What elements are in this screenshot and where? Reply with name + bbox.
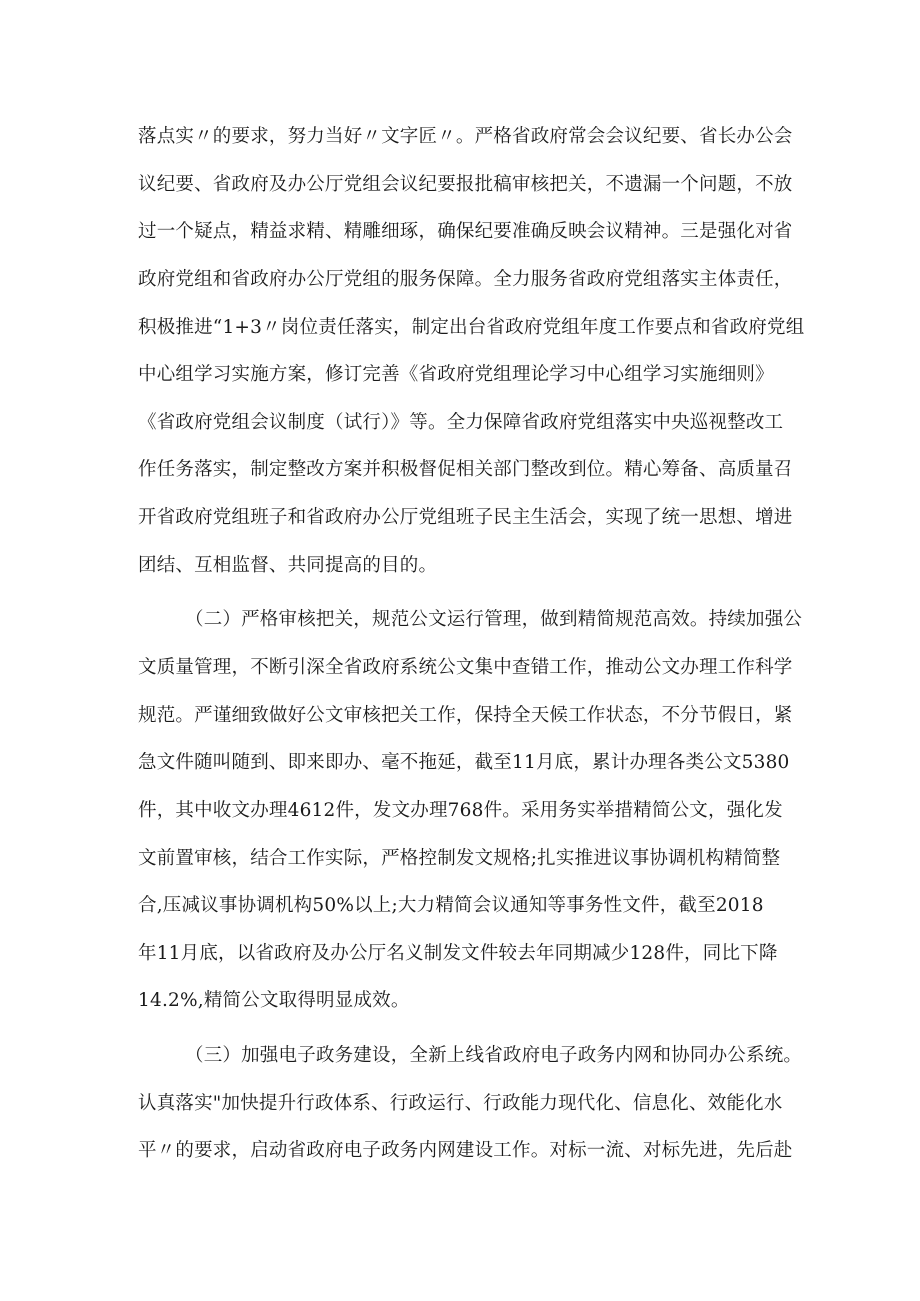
text-line: 件，其中收文办理4612件，发文办理768件。采用务实举措精简公文，强化发 [138,800,783,821]
text-line: （三）加强电子政务建设，全新上线省政府电子政务内网和协同办公系统。 [185,1045,803,1066]
text-line: 规范。严谨细致做好公文审核把关工作，保持全天候工作状态，不分节假日，紧 [138,705,793,726]
text-line: 14.2%,精简公文取得明显成效。 [138,990,410,1011]
text-line: 《省政府党组会议制度（试行）》等。全力保障省政府党组落实中央巡视整改工 [138,412,784,433]
text-line: 议纪要、省政府及办公厅党组会议纪要报批稿审核把关，不遗漏一个问题，不放 [138,174,793,195]
text-line: （二）严格审核把关，规范公文运行管理，做到精简规范高效。持续加强公 [185,609,803,630]
text-line: 文前置审核，结合工作实际，严格控制发文规格;扎实推进议事协调机构精简整 [138,848,781,869]
text-line: 认真落实"加快提升行政体系、行政运行、行政能力现代化、信息化、效能化水 [138,1093,783,1114]
text-line: 政府党组和省政府办公厅党组的服务保障。全力服务省政府党组落实主体责任， [138,269,793,290]
text-line: 合,压减议事协调机构50%以上;大力精简会议通知等事务性文件，截至2018 [138,895,764,916]
text-line: 团结、互相监督、共同提高的目的。 [138,555,438,576]
text-line: 落点实〃的要求，努力当好〃文字匠〃。严格省政府常会会议纪要、省长办公会 [138,126,793,147]
text-line: 开省政府党组班子和省政府办公厅党组班子民主生活会，实现了统一思想、增进 [138,507,793,528]
text-line: 急文件随叫随到、即来即办、毫不拖延，截至11月底，累计办理各类公文5380 [138,752,790,773]
text-line: 文质量管理，不断引深全省政府系统公文集中查错工作，推动公文办理工作科学 [138,657,793,678]
text-line: 中心组学习实施方案，修订完善《省政府党组理论学习中心组学习实施细则》 [138,364,774,385]
text-line: 作任务落实，制定整改方案并积极督促相关部门整改到位。精心筹备、高质量召 [138,459,793,480]
text-line: 过一个疑点，精益求精、精雕细琢，确保纪要准确反映会议精神。三是强化对省 [138,221,793,242]
text-line: 平〃的要求，启动省政府电子政务内网建设工作。对标一流、对标先进，先后赴 [138,1140,793,1161]
text-line: 年11月底，以省政府及办公厅名义制发文件较去年同期减少128件，同比下降 [138,943,778,964]
text-line: 积极推进“1+3〃岗位责任落实，制定出台省政府党组年度工作要点和省政府党组 [138,317,805,338]
